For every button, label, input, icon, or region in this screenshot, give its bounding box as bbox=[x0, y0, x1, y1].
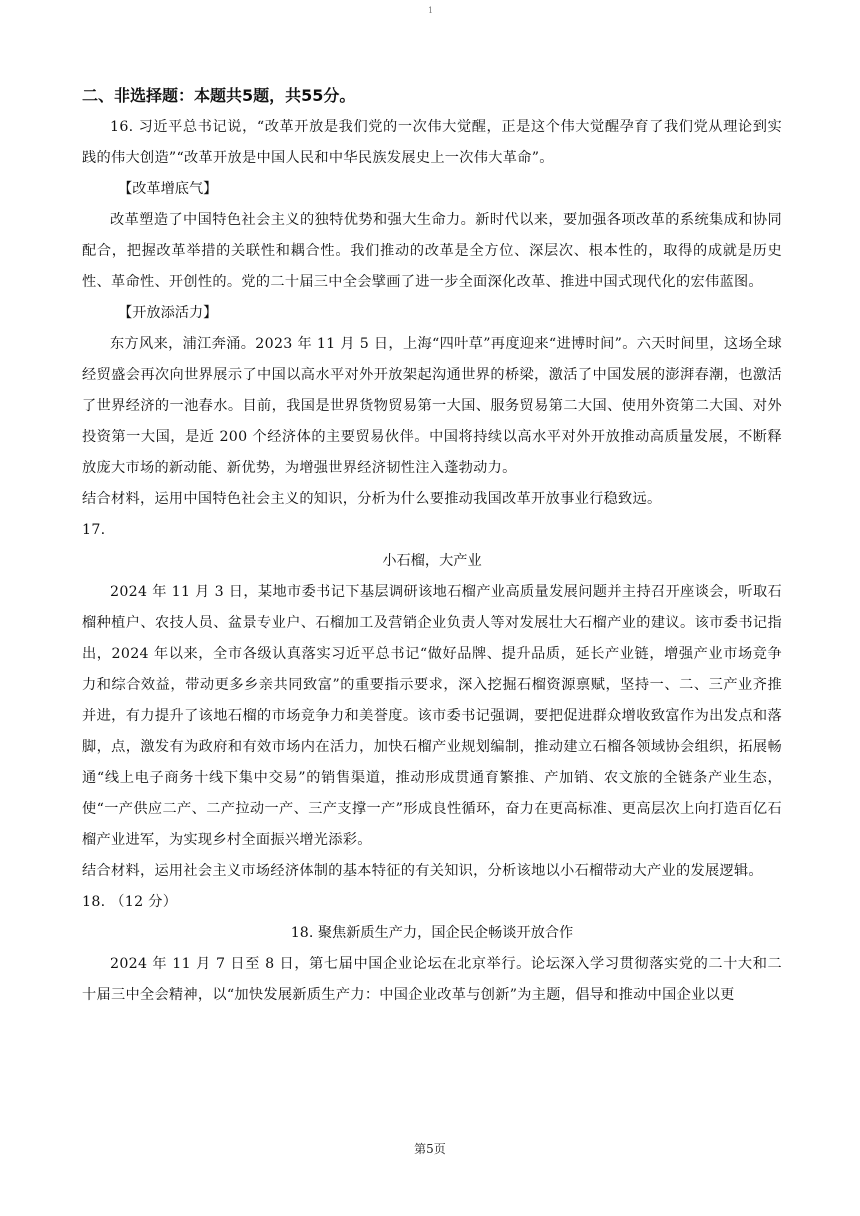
question-18-paragraph: 2024 年 11 月 7 日至 8 日，第七届中国企业论坛在北京举行。论坛深入学习贯彻落实党的二十大和二十届三中全会精神，以“加快发展新质生产力：中国企业改革与创新”为主题，倡导和推动中国企业以更 bbox=[82, 956, 782, 1003]
page-number: 第5页 bbox=[414, 1142, 446, 1156]
page-top-mark: 1 bbox=[428, 6, 434, 15]
question-16-prompt: 结合材料，运用中国特色社会主义的知识，分析为什么要推动我国改革开放事业行稳致远。 bbox=[82, 491, 662, 507]
section-title: 二、非选择题：本题共5题，共55分。 bbox=[82, 86, 356, 105]
question-16-reform-paragraph: 改革塑造了中国特色社会主义的独特优势和强大生命力。新时代以来，要加强各项改革的系统集成和协同配合，把握改革举措的关联性和耦合性。我们推动的改革是全方位、深层次、根本性的，取得的成就是历史性、革命性、开创性的。党的二十届三中全会擘画了进一步全面深化改革、推进中国式现代化的宏伟蓝图。 bbox=[82, 212, 782, 290]
question-16-heading-reform: 【改革增底气】 bbox=[118, 181, 218, 197]
question-17-paragraph: 2024 年 11 月 3 日，某地市委书记下基层调研该地石榴产业高质量发展问题并主持召开座谈会，听取石榴种植户、农技人员、盆景专业户、石榴加工及营销企业负责人等对发展壮大石榴产业的建议。该市委书记指出，2024 年以来，全市各级认真落实习近平总书记“做好品牌、提升品质，延长产业链，增强产业市场竞争力和综合效益，带动更多乡亲共同致富”的重要指示要求，深入挖掘石榴资源禀赋，坚持一、二、三产业齐推并进，有力提升了该地石榴的市场竞争力和美誉度。该市委书记强调，要把促进群众增收致富作为出发点和落脚，点，激发有为政府和有效市场内在活力，加快石榴产业规划编制，推动建立石榴各领域协会组织，拓展畅通“线上电子商务十线下集中交易”的销售渠道，推动形成贯通育繁推、产加销、农文旅的全链条产业生态，使“一产供应二产、二产拉动一产、三产支撑一产”形成良性循环，奋力在更高标准、更高层次上向打造百亿石榴产业进军，为实现乡村全面振兴增光添彩。 bbox=[82, 584, 782, 848]
question-18-number: 18. （12 分） bbox=[82, 894, 178, 910]
question-16-opening-paragraph: 东方风来，浦江奔涌。2023 年 11 月 5 日，上海“四叶草”再度迎来“进博时间”。六天时间里，这场全球经贸盛会再次向世界展示了中国以高水平对外开放架起沟通世界的桥梁，激活了中国发展的澎湃春潮，也激活了世界经济的一池春水。目前，我国是世界货物贸易第一大国、服务贸易第二大国、使用外资第二大国、对外投资第一大国，是近 200 个经济体的主要贸易伙伴。中国将持续以高水平对外开放推动高质量发展，不断释放庞大市场的新动能、新优势，为增强世界经济韧性注入蓬勃动力。 bbox=[82, 336, 782, 476]
document-body bbox=[82, 80, 782, 1011]
question-16-intro: 16. 习近平总书记说，“改革开放是我们党的一次伟大觉醒，正是这个伟大觉醒孕育了我们党从理论到实践的伟大创造”“改革开放是中国人民和中华民族发展史上一次伟大革命”。 bbox=[82, 119, 782, 166]
question-17-title: 小石榴，大产业 bbox=[382, 553, 482, 569]
question-17-number: 17. bbox=[82, 522, 106, 538]
question-16-heading-opening: 【开放添活力】 bbox=[118, 305, 218, 321]
question-18-title: 18. 聚焦新质生产力，国企民企畅谈开放合作 bbox=[290, 925, 574, 941]
question-17-prompt: 结合材料，运用社会主义市场经济体制的基本特征的有关知识，分析该地以小石榴带动大产业的发展逻辑。 bbox=[82, 863, 763, 879]
